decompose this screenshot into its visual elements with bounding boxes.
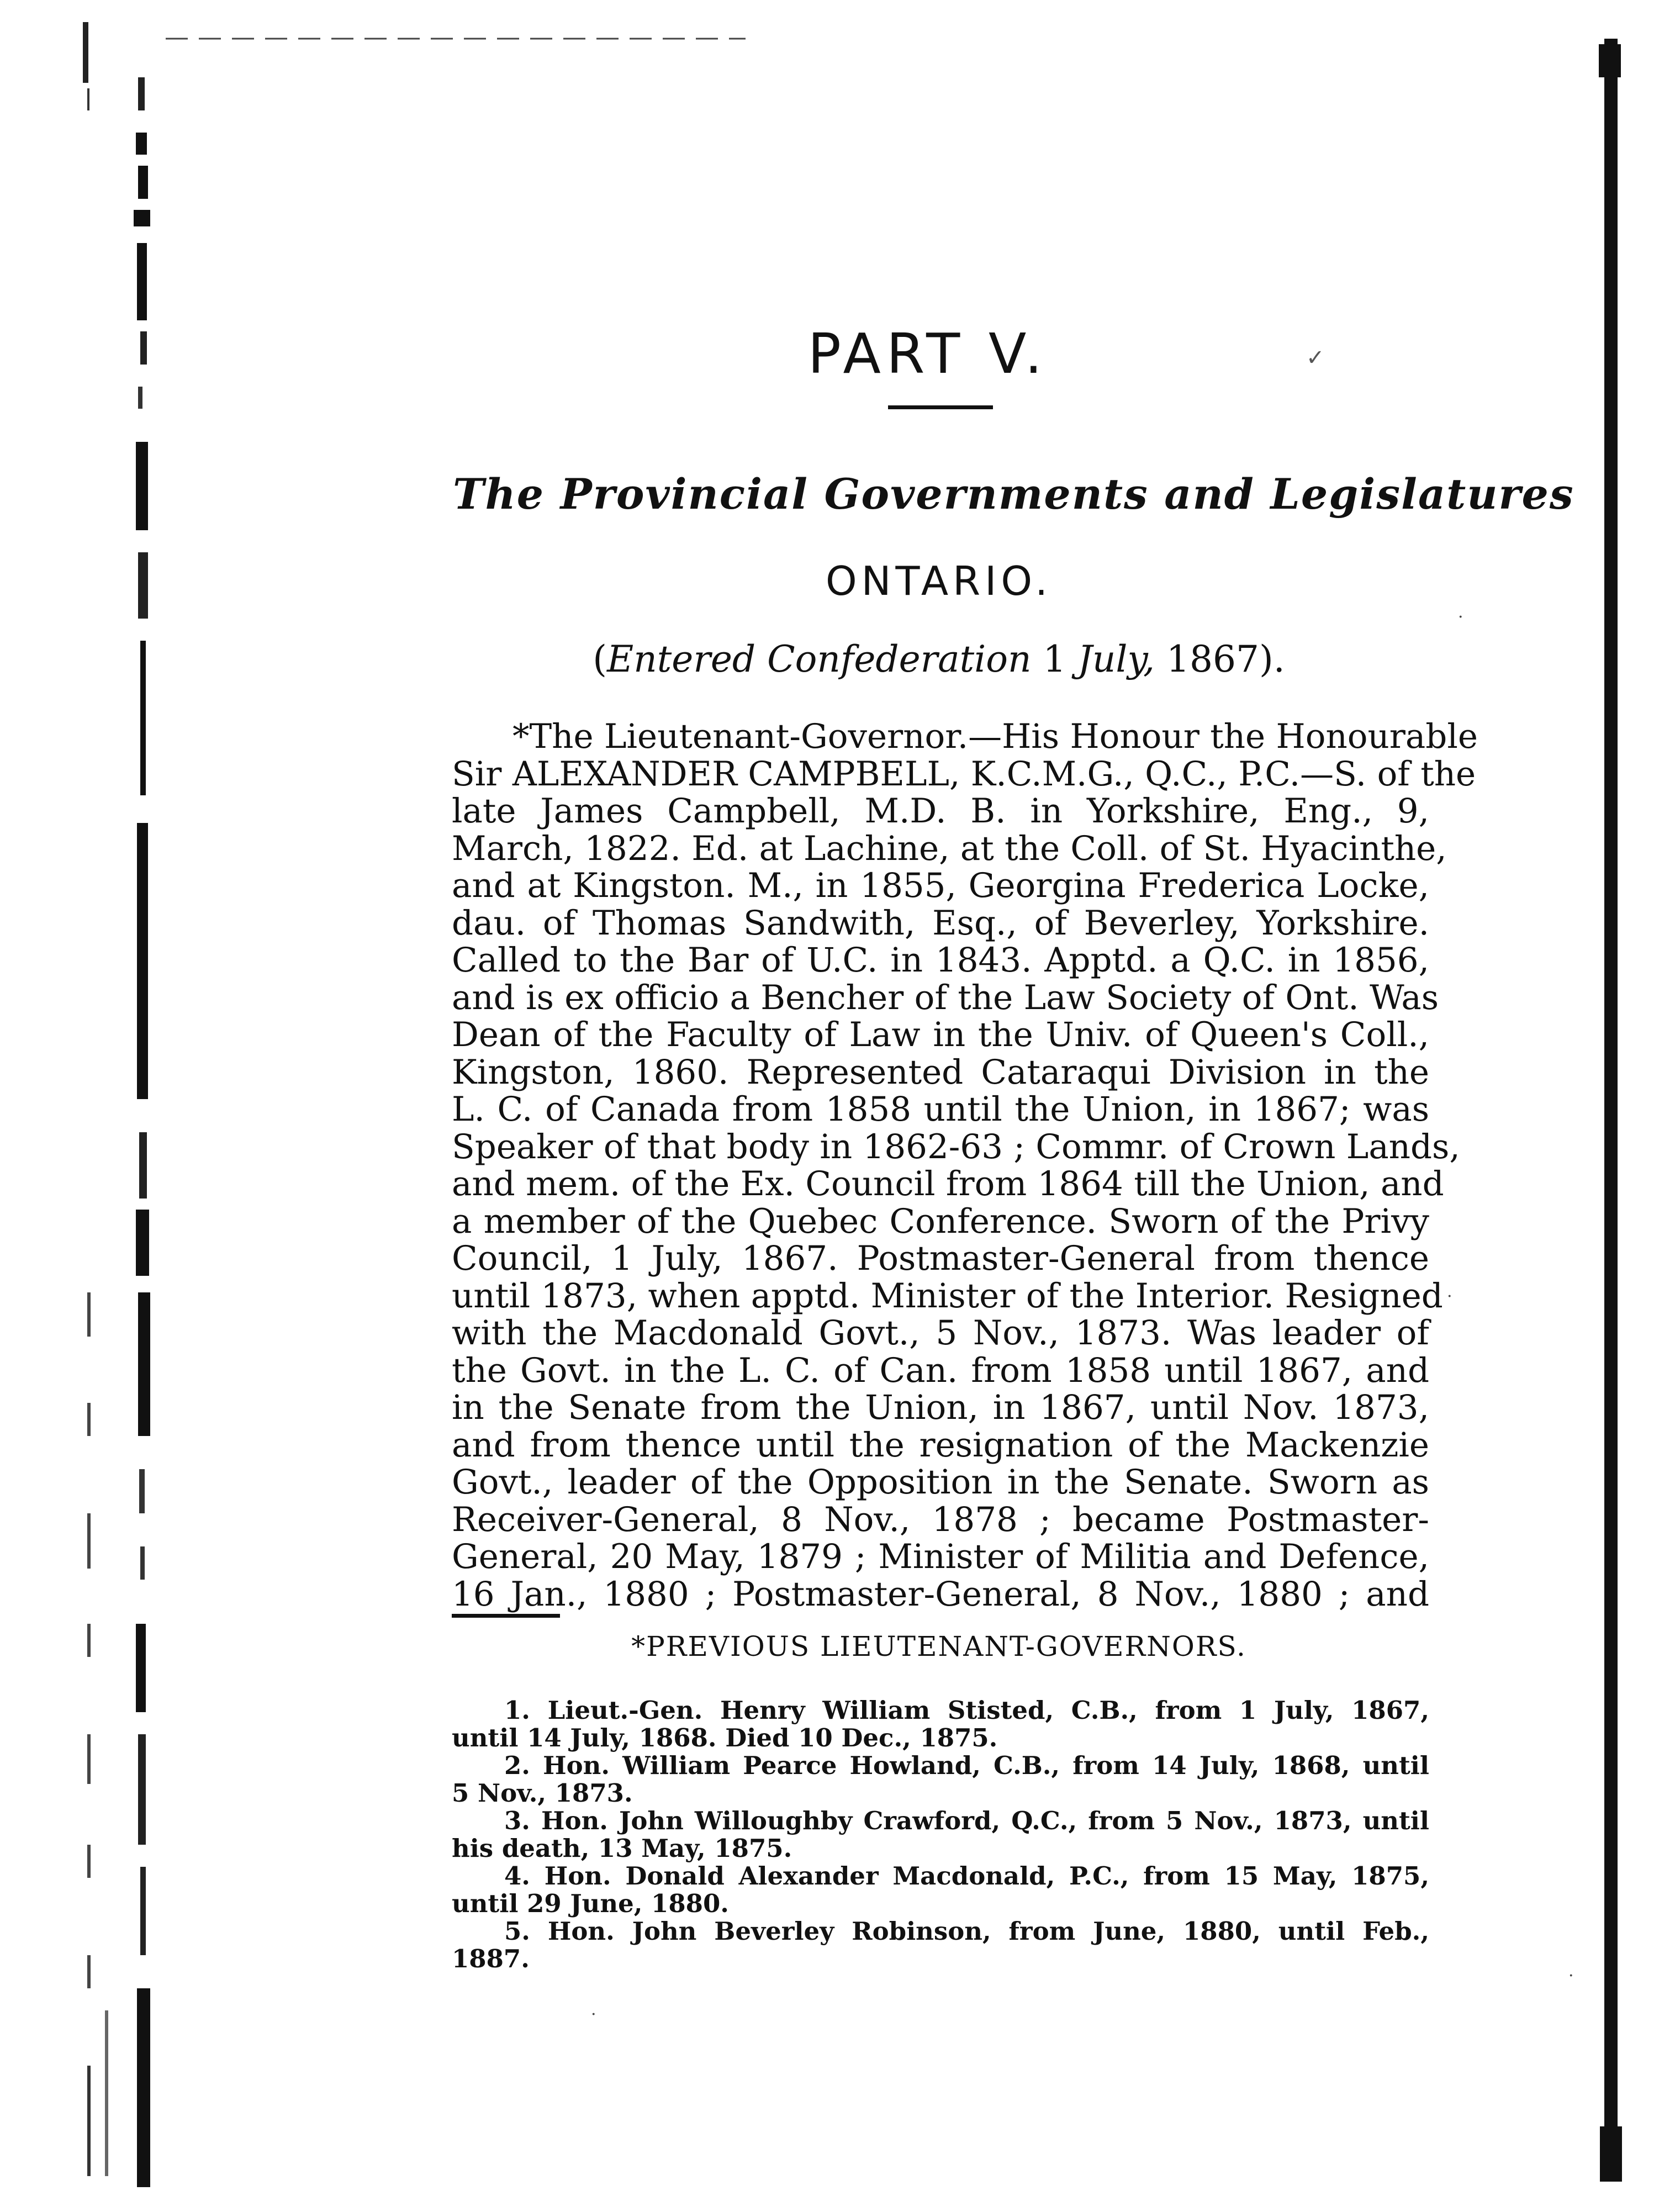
part-title: PART V.	[807, 321, 1048, 386]
entered-label: Entered Confederation	[607, 638, 1032, 680]
body-line: the Govt. in the L. C. of Can. from 1858 until 1867, and	[452, 1350, 1429, 1390]
previous-governors-list	[452, 1697, 1429, 1973]
entered-day: 1	[1043, 638, 1066, 680]
body-line: Called to the Bar of U.C. in 1843. Apptd. a Q.C. in 1856,	[452, 941, 1429, 980]
body-line: until 1873, when apptd. Minister of the Interior. Resigned	[452, 1276, 1443, 1316]
body-line: 16 Jan., 1880 ; Postmaster-General, 8 Nov., 1880 ; and	[452, 1574, 1429, 1614]
entered-year: 1867).	[1166, 638, 1285, 680]
footnote-line: 2. Hon. William Pearce Howland, C.B., from 14 July, 1868, until	[504, 1751, 1429, 1780]
body-line: March, 1822. Ed. at Lachine, at the Coll. of St. Hyacinthe,	[452, 828, 1447, 868]
body-line: Kingston, 1860. Represented Cataraqui Division in the	[452, 1052, 1429, 1092]
scan-left-edge-artifact	[83, 22, 171, 2198]
footnote-line: his death, 13 May, 1875.	[452, 1834, 792, 1863]
body-line: late James Campbell, M.D. B. in Yorkshire, Eng., 9,	[452, 791, 1429, 831]
footnote-line: 1887.	[452, 1944, 530, 1973]
scan-speck: ·	[1447, 1287, 1452, 1306]
scan-top-dashed-rule	[166, 33, 746, 55]
previous-governors-heading: *PREVIOUS LIEUTENANT-GOVERNORS.	[631, 1630, 1246, 1662]
footnote-line: 3. Hon. John Willoughby Crawford, Q.C., from 5 Nov., 1873, until	[504, 1806, 1429, 1835]
body-line: Receiver-General, 8 Nov., 1878 ; became Postmaster-	[452, 1500, 1429, 1539]
body-line: and at Kingston. M., in 1855, Georgina Frederica Locke,	[452, 866, 1429, 905]
footnote-line: 4. Hon. Donald Alexander Macdonald, P.C., from 15 May, 1875,	[504, 1861, 1429, 1891]
body-line: Dean of the Faculty of Law in the Univ. of Queen's Coll.,	[452, 1015, 1429, 1054]
title-rule	[888, 405, 993, 409]
body-line: L. C. of Canada from 1858 until the Union, in 1867; was	[452, 1090, 1429, 1129]
body-line: Speaker of that body in 1862-63 ; Commr. of Crown Lands,	[452, 1127, 1460, 1166]
body-line: Sir ALEXANDER CAMPBELL, K.C.M.G., Q.C., P.C.—S. of the	[452, 754, 1476, 794]
footnote-line: 5. Hon. John Beverley Robinson, from June, 1880, until Feb.,	[504, 1917, 1429, 1946]
body-line: and mem. of the Ex. Council from 1864 till the Union, and	[452, 1164, 1444, 1203]
footnote-line: until 29 June, 1880.	[452, 1889, 729, 1918]
body-line: a member of the Quebec Conference. Sworn of the Privy	[452, 1201, 1429, 1241]
body-line: General, 20 May, 1879 ; Minister of Militia and Defence,	[452, 1537, 1429, 1576]
body-line: and from thence until the resignation of the Mackenzie	[452, 1425, 1429, 1465]
pencil-check-mark: ✓	[1306, 345, 1325, 371]
scan-speck: ·	[1458, 608, 1463, 627]
paren-open: (	[593, 638, 607, 680]
body-line: Govt., leader of the Opposition in the Senate. Sworn as	[452, 1463, 1429, 1502]
footnote-line: 1. Lieut.-Gen. Henry William Stisted, C.B., from 1 July, 1867,	[504, 1696, 1429, 1725]
scan-speck: ·	[1568, 1966, 1574, 1986]
confederation-date-line	[552, 638, 1325, 680]
footnote-rule	[452, 1614, 560, 1618]
body-line: *The Lieutenant-Governor.—His Honour the Honourable	[512, 717, 1478, 756]
footnote-line: 5 Nov., 1873.	[452, 1778, 633, 1808]
section-title: The Provincial Governments and Legislatures	[453, 469, 1574, 519]
biography-paragraph	[452, 717, 1478, 1614]
body-line: dau. of Thomas Sandwith, Esq., of Beverley, Yorkshire.	[452, 903, 1429, 943]
body-line: in the Senate from the Union, in 1867, until Nov. 1873,	[452, 1388, 1429, 1427]
scan-right-edge-artifact	[1593, 39, 1626, 2182]
body-line: and is ex officio a Bencher of the Law Society of Ont. Was	[452, 978, 1439, 1017]
body-line: Council, 1 July, 1867. Postmaster-General from thence	[452, 1239, 1429, 1278]
province-heading: ONTARIO.	[825, 558, 1053, 604]
entered-month: July,	[1077, 638, 1155, 680]
footnote-line: until 14 July, 1868. Died 10 Dec., 1875.	[452, 1723, 998, 1752]
body-line: with the Macdonald Govt., 5 Nov., 1873. Was leader of	[452, 1313, 1429, 1353]
scan-speck: ·	[591, 2005, 596, 2024]
